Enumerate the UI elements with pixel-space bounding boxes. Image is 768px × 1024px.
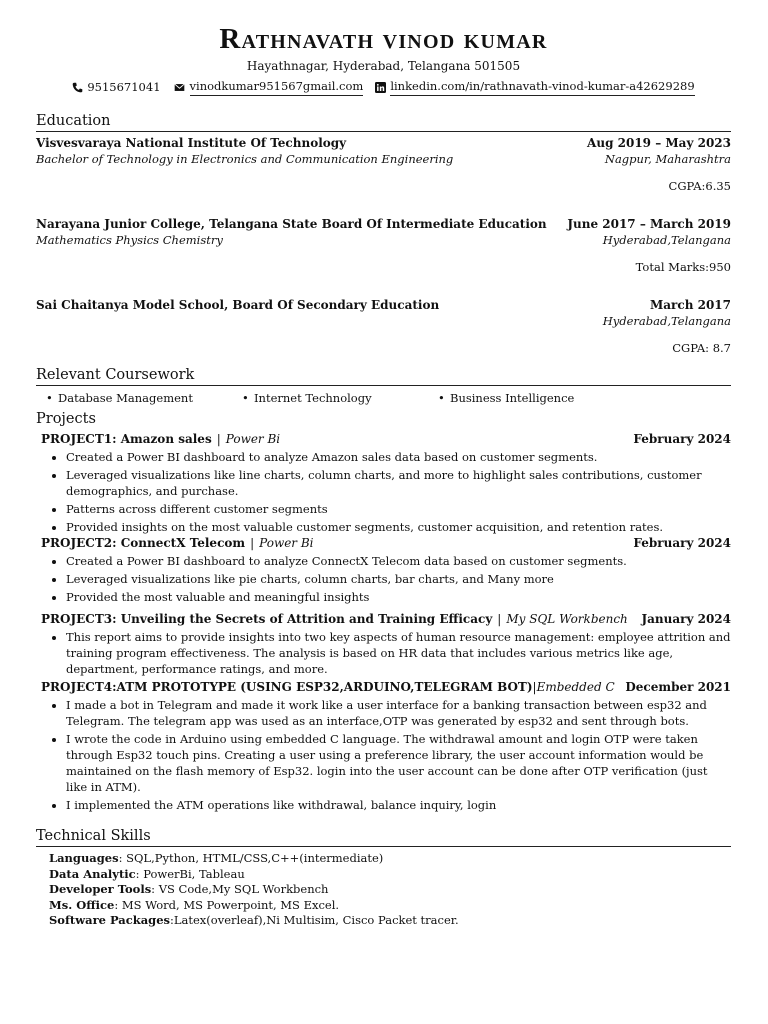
project-item: PROJECT2: ConnectX Telecom | Power Bi February 2024 • Created a Power BI dashboard to analyze ConnectX Telecom data based on customer segments. • Leveraged visualizations like pie charts, column charts, bar charts, and Many more • Provided the most valuable and meaningful insights xyxy=(36,535,731,605)
edu-grade: Total Marks:950 xyxy=(635,260,731,274)
skill-label: Developer Tools xyxy=(49,882,152,896)
project-bullet: • Leveraged visualizations like pie charts, column charts, bar charts, and Many more xyxy=(66,571,731,587)
project-bullet: • I made a bot in Telegram and made it work like a user interface for a banking transaction between esp32 and Telegram. The telegram app was used as an interface,OTP was generated by esp32 and sent through bots. xyxy=(66,697,731,729)
skill-label: Ms. Office xyxy=(49,897,115,912)
skill-row xyxy=(49,913,731,929)
candidate-name: Rathnavath vinod kumar xyxy=(219,23,548,55)
skill-label: Data Analytic xyxy=(49,866,136,881)
skill-row xyxy=(49,851,731,867)
coursework-heading: Relevant Coursework xyxy=(36,366,731,386)
edu-location: Hyderabad,Telangana xyxy=(602,233,731,247)
address: Hayathnagar, Hyderabad, Telangana 501505 xyxy=(246,59,521,73)
project-name: PROJECT1: Amazon sales xyxy=(41,432,212,446)
project-tech: Embedded C xyxy=(536,680,615,694)
project-bullet: • Patterns across different customer segments xyxy=(66,501,731,517)
skill-label: Software Packages xyxy=(49,913,171,927)
project-tech: My SQL Workbench xyxy=(506,612,628,626)
email-contact[interactable] xyxy=(173,78,364,96)
edu-dates: March 2017 xyxy=(650,298,731,312)
skill-value: : SQL,Python, HTML/CSS,C++(intermediate) xyxy=(118,851,384,865)
phone-contact xyxy=(72,79,160,95)
linkedin-contact[interactable] xyxy=(375,78,694,96)
project-bullet: • Created a Power BI dashboard to analyze ConnectX Telecom data based on customer segments. xyxy=(66,553,731,569)
skill-value: : VS Code,My SQL Workbench xyxy=(151,882,329,896)
skill-value: : MS Word, MS Powerpoint, MS Excel. xyxy=(114,897,340,912)
project-date: February 2024 xyxy=(633,536,731,550)
project-bullet: • Leveraged visualizations like line charts, column charts, and more to highlight sales contributions, customer demographics, and purchase. xyxy=(66,467,731,499)
project-bullet: • Provided the most valuable and meaningful insights xyxy=(66,589,731,605)
course-item: • Business Intelligence xyxy=(428,391,624,406)
project-name: PROJECT4:ATM PROTOTYPE (USING ESP32,ARDUINO,TELEGRAM BOT) xyxy=(41,680,533,694)
school-name: Visvesvaraya National Institute Of Technology xyxy=(36,136,347,150)
school-name: Sai Chaitanya Model School, Board Of Secondary Education xyxy=(36,298,440,312)
coursework-list xyxy=(36,391,731,406)
phone-number: 9515671041 xyxy=(87,80,161,94)
skill-value: : PowerBi, Tableau xyxy=(135,866,245,881)
skills-heading: Technical Skills xyxy=(36,827,731,847)
project-item: PROJECT3: Unveiling the Secrets of Attrition and Training Efficacy | My SQL Workbench January 2024 • This report aims to provide insights into two key aspects of human resource management: employee attrition and training program effectiveness. The analysis is based on HR data that includes various metrics like age, department, performance ratings, and more. xyxy=(36,611,731,677)
project-date: January 2024 xyxy=(641,612,731,626)
education-item xyxy=(36,216,731,275)
project-tech: Power Bi xyxy=(225,432,281,446)
education-item xyxy=(36,135,731,194)
project-bullet: • This report aims to provide insights into two key aspects of human resource management: employee attrition and training program effectiveness. The analysis is based on HR data that includes various metrics like age, department, performance ratings, and more. xyxy=(66,629,731,677)
edu-grade: CGPA: 8.7 xyxy=(672,341,731,355)
project-date: February 2024 xyxy=(633,432,731,446)
envelope-icon xyxy=(173,82,186,93)
course-item: • Internet Technology xyxy=(232,391,428,406)
linkedin-icon xyxy=(375,82,386,93)
skill-row xyxy=(49,882,731,898)
project-bullet: • I wrote the code in Arduino using embedded C language. The withdrawal amount and login OTP were taken through Esp32 touch pins. Creating a user using a preference library, the user account information would be maintained on the flash memory of Esp32. login into the user account can be done after OTP verification (just like in ATM). xyxy=(66,731,731,795)
project-item: PROJECT4:ATM PROTOTYPE (USING ESP32,ARDUINO,TELEGRAM BOT)|Embedded C December 2021 • I made a bot in Telegram and made it work like a user interface for a banking transaction between esp32 and Telegram. The telegram app was used as an interface,OTP was generated by esp32 and sent through bots. • I wrote the code in Arduino using embedded C language. The withdrawal amount and login OTP were taken through Esp32 touch pins. Creating a user using a preference library, the user account information would be maintained on the flash memory of Esp32. login into the user account can be done after OTP verification (just like in ATM). • I implemented the ATM operations like withdrawal, balance inquiry, login xyxy=(36,679,731,813)
edu-dates: June 2017 – March 2019 xyxy=(567,217,731,231)
project-date: December 2021 xyxy=(625,680,731,694)
project-bullet: • I implemented the ATM operations like withdrawal, balance inquiry, login xyxy=(66,797,731,813)
project-tech: Power Bi xyxy=(259,536,314,550)
linkedin-link[interactable]: linkedin.com/in/rathnavath-vinod-kumar-a42629289 xyxy=(390,78,694,96)
edu-location: Nagpur, Maharashtra xyxy=(604,152,731,166)
education-item xyxy=(36,297,731,356)
project-name: PROJECT2: ConnectX Telecom xyxy=(41,536,246,550)
resume-page xyxy=(36,22,731,929)
education-heading: Education xyxy=(36,112,731,132)
edu-location: Hyderabad,Telangana xyxy=(602,314,731,328)
course-item: • Database Management xyxy=(36,391,232,406)
project-item: PROJECT1: Amazon sales | Power Bi February 2024 • Created a Power BI dashboard to analyze Amazon sales data based on customer segments. • Leveraged visualizations like line charts, column charts, and more to highlight sales contributions, customer demographics, and purchase. • Patterns across different customer segments • Provided insights on the most valuable customer segments, customer acquisition, and retention rates. xyxy=(36,431,731,535)
contact-row xyxy=(36,78,731,96)
phone-icon xyxy=(72,82,83,93)
skills-list xyxy=(36,851,731,929)
edu-degree: Mathematics Physics Chemistry xyxy=(36,233,223,247)
edu-dates: Aug 2019 – May 2023 xyxy=(587,136,731,150)
projects-heading: Projects xyxy=(36,411,96,427)
skill-value: :Latex(overleaf),Ni Multisim, Cisco Packet tracer. xyxy=(170,913,459,927)
skill-label: Languages xyxy=(49,851,119,865)
project-bullet: • Created a Power BI dashboard to analyze Amazon sales data based on customer segments. xyxy=(66,449,731,465)
edu-degree: Bachelor of Technology in Electronics and Communication Engineering xyxy=(36,152,454,166)
skill-row xyxy=(49,867,731,883)
project-bullet: • Provided insights on the most valuable customer segments, customer acquisition, and retention rates. xyxy=(66,519,731,535)
school-name: Narayana Junior College, Telangana State Board Of Intermediate Education xyxy=(36,217,547,231)
edu-grade: CGPA:6.35 xyxy=(668,179,731,193)
project-name: PROJECT3: Unveiling the Secrets of Attrition and Training Efficacy xyxy=(41,612,493,626)
skill-row xyxy=(49,898,731,914)
email-link[interactable]: vinodkumar951567gmail.com xyxy=(190,78,364,96)
